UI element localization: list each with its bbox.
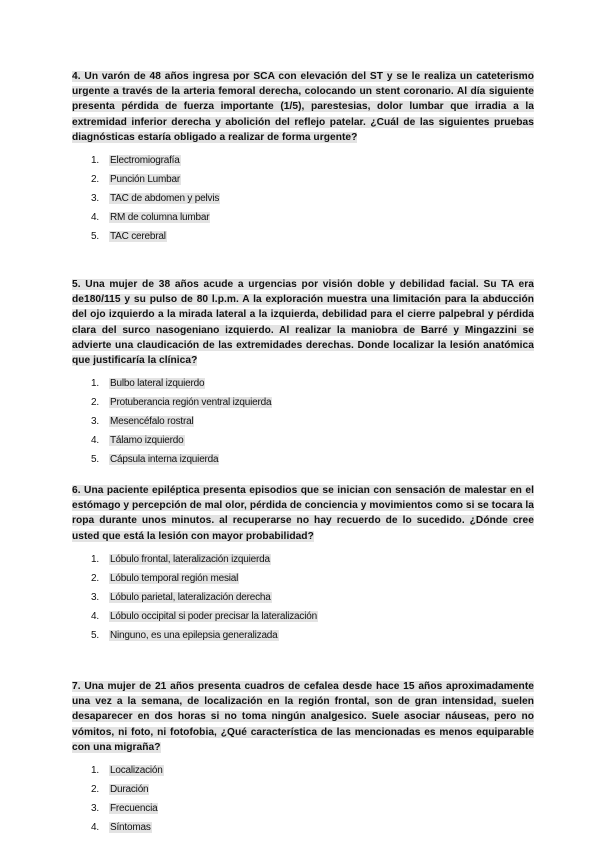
answer-option[interactable]: 3. Lóbulo parietal, lateralización derecha — [91, 591, 271, 603]
answer-options — [72, 761, 534, 837]
question-stem: 4. Un varón de 48 años ingresa por SCA con elevación del ST y se le realiza un cateterismo urgente a través de la arteria femoral derecha, colocando un stent coronario. Al día siguiente presenta pérdida de fuerza importante (1/5), parestesias, dolor lumbar que irradia a la extremidad inferior derecha y abolición del reflejo patelar. ¿Cuál de las siguientes pruebas diagnósticas estaría obligado a realizar de forma urgente? — [72, 71, 534, 143]
question-stem: 7. Una mujer de 21 años presenta cuadros de cefalea desde hace 15 años aproximadamente una vez a la semana, de localización en la región frontal, son de gran intensidad, suelen desaparecer en dos horas si no toma ningún analgesico. Suele asociar náuseas, pero no vómitos, ni foto, ni fotofobia, ¿Qué característica de las mencionadas es menos equiparable con una migraña? — [72, 681, 534, 753]
answer-option[interactable]: 4. Síntomas — [91, 822, 151, 834]
answer-option[interactable]: 2. Lóbulo temporal región mesial — [91, 572, 239, 584]
question-6 — [72, 483, 534, 645]
question-stem: 5. Una mujer de 38 años acude a urgencias por visión doble y debilidad facial. Su TA era de180/115 y su pulso de 80 l.p.m. A la exploración muestra una limitación para la abducción del ojo izquierdo a la mirada lateral a la izquierda, debilidad para el cierre palpebral y pérdida clara del surco nasogeniano izquierdo. Al realizar la maniobra de Barré y Mingazzini se advierte una claudicación de las extremidades derechas. Donde localizar la lesión anatómica que justificaría la clínica? — [72, 279, 534, 367]
answer-option[interactable]: 3. Mesencéfalo rostral — [91, 416, 194, 428]
answer-option[interactable]: 1. Lóbulo frontal, lateralización izquierda — [91, 553, 270, 565]
answer-option[interactable]: 5. Cápsula interna izquierda — [91, 454, 219, 466]
question-stem: 6. Una paciente epiléptica presenta episodios que se inician con sensación de malestar en el estómago y percepción de mal olor, pérdida de conciencia y movimientos como si se tocara la ropa durante unos minutos. al recuperarse no hay recuerdo de lo sucedido. ¿Dónde cree usted que está la lesión con mayor probabilidad? — [72, 485, 535, 542]
question-7 — [72, 679, 534, 837]
answer-option[interactable]: 1. Bulbo lateral izquierdo — [91, 378, 205, 390]
answer-option[interactable]: 1. Localización — [91, 765, 163, 777]
answer-option[interactable]: 2. Protuberancia región ventral izquierda — [91, 397, 272, 409]
answer-options — [72, 550, 534, 645]
answer-option[interactable]: 2. Duración — [91, 784, 149, 796]
answer-option[interactable]: 1. Electromiografía — [91, 155, 180, 167]
question-5 — [72, 277, 534, 469]
answer-option[interactable]: 4. Tálamo izquierdo — [91, 435, 184, 447]
question-4 — [72, 69, 534, 246]
answer-option[interactable]: 4. Lóbulo occipital si poder precisar la lateralización — [91, 610, 317, 622]
answer-option[interactable]: 5. Ninguno, es una epilepsia generalizada — [91, 629, 278, 641]
answer-option[interactable]: 5. TAC cerebral — [91, 231, 166, 243]
answer-option[interactable]: 2. Punción Lumbar — [91, 174, 181, 186]
answer-options — [72, 151, 534, 246]
answer-option[interactable]: 3. TAC de abdomen y pelvis — [91, 193, 220, 205]
answer-options — [72, 374, 534, 469]
answer-option[interactable]: 3. Frecuencia — [91, 803, 158, 815]
answer-option[interactable]: 4. RM de columna lumbar — [91, 212, 210, 224]
